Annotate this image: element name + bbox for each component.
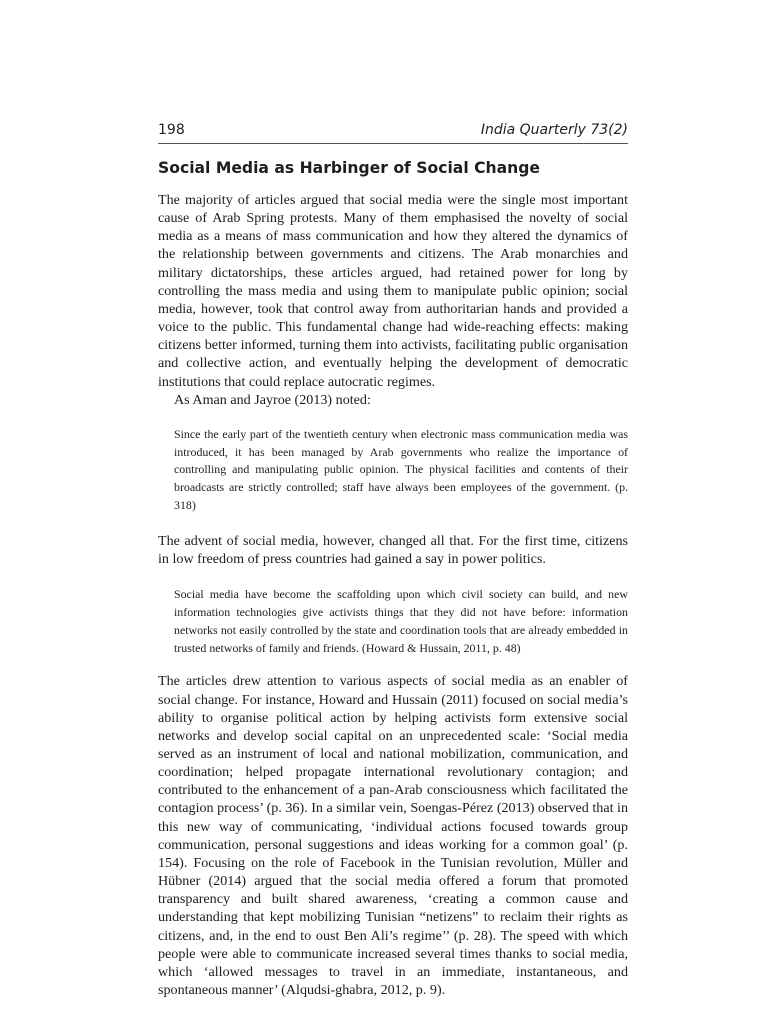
block-quote-howard-hussain: Social media have become the scaffolding upon which civil society can build, and new information technologies give activists things that they did not have before: information networks not easily controlled by the state and coordination tools that are already embedded in trusted networks of family and friends. (Howard & Hussain, 2011, p. 48) (174, 587, 628, 655)
journal-page (158, 119, 628, 999)
paragraph-citation-lead: As Aman and Jayroe (2013) noted: (174, 391, 371, 408)
block-quote-aman-jayroe: Since the early part of the twentieth century when electronic mass communication media was introduced, it has been managed by Arab governments who realize the importance of controlling and manipulating public opinion. The physical facilities and contents of their broadcasts are strictly controlled; staff have always been employees of the government. (p. 318) (174, 426, 628, 513)
paragraph-advent: The advent of social media, however, changed all that. For the first time, citizens in low freedom of press countries had gained a say in power politics. (158, 532, 628, 568)
page-number: 198 (158, 122, 185, 138)
section-title: Social Media as Harbinger of Social Change (158, 159, 541, 177)
journal-citation: India Quarterly 73(2) (480, 122, 628, 138)
paragraph-enabler: The articles drew attention to various aspects of social media as an enabler of social change. For instance, Howard and Hussain (2011) focused on social media’s ability to organise political action by helping activists form extensive social networks and develop social capital on an unprecedented scale: ‘Social media served as an instrument of local and national mobilization, communication, and coordination; helped propagate international revolutionary contagion; and contributed to the enhancement of a pan-Arab consciousness which facilitated the contagion process’ (p. 36). In a similar vein, Soengas-Pérez (2013) observed that in this new way of communicating, ‘individual actions focused towards group communication, personal suggestions and ideas working for a common goal’ (p. 154). Focusing on the role of Facebook in the Tunisian revolution, Müller and Hübner (2014) argued that the social media offered a forum that promoted transparency and built shared awareness, ‘creating a common cause and understanding that kept mobilizing Tunisian “netizens” to reclaim their rights as citizens, and, in the end to oust Ben Ali’s regime’’ (p. 28). The speed with which people were able to communicate increased several times thanks to social media, which ‘allowed messages to travel in an immediate, instantaneous, and spontaneous manner’ (Alqudsi-ghabra, 2012, p. 9). (158, 673, 628, 999)
header-rule (158, 143, 628, 144)
running-head (158, 119, 628, 138)
paragraph-intro: The majority of articles argued that social media were the single most important cause of Arab Spring protests. Many of them emphasised the novelty of social media as a means of mass communication and how they altered the dynamics of the relationship between governments and citizens. The Arab monarchies and military dictatorships, these articles argued, had retained power for long by controlling the mass media and using them to manipulate public opinion; social media, however, took that control away from authoritarian hands and provided a voice to the public. This fundamental change had wide-reaching effects: making citizens better informed, turning them into activists, facilitating public organisation and collective action, and eventually helping the development of democratic institutions that could replace autocratic regimes. (158, 192, 628, 390)
